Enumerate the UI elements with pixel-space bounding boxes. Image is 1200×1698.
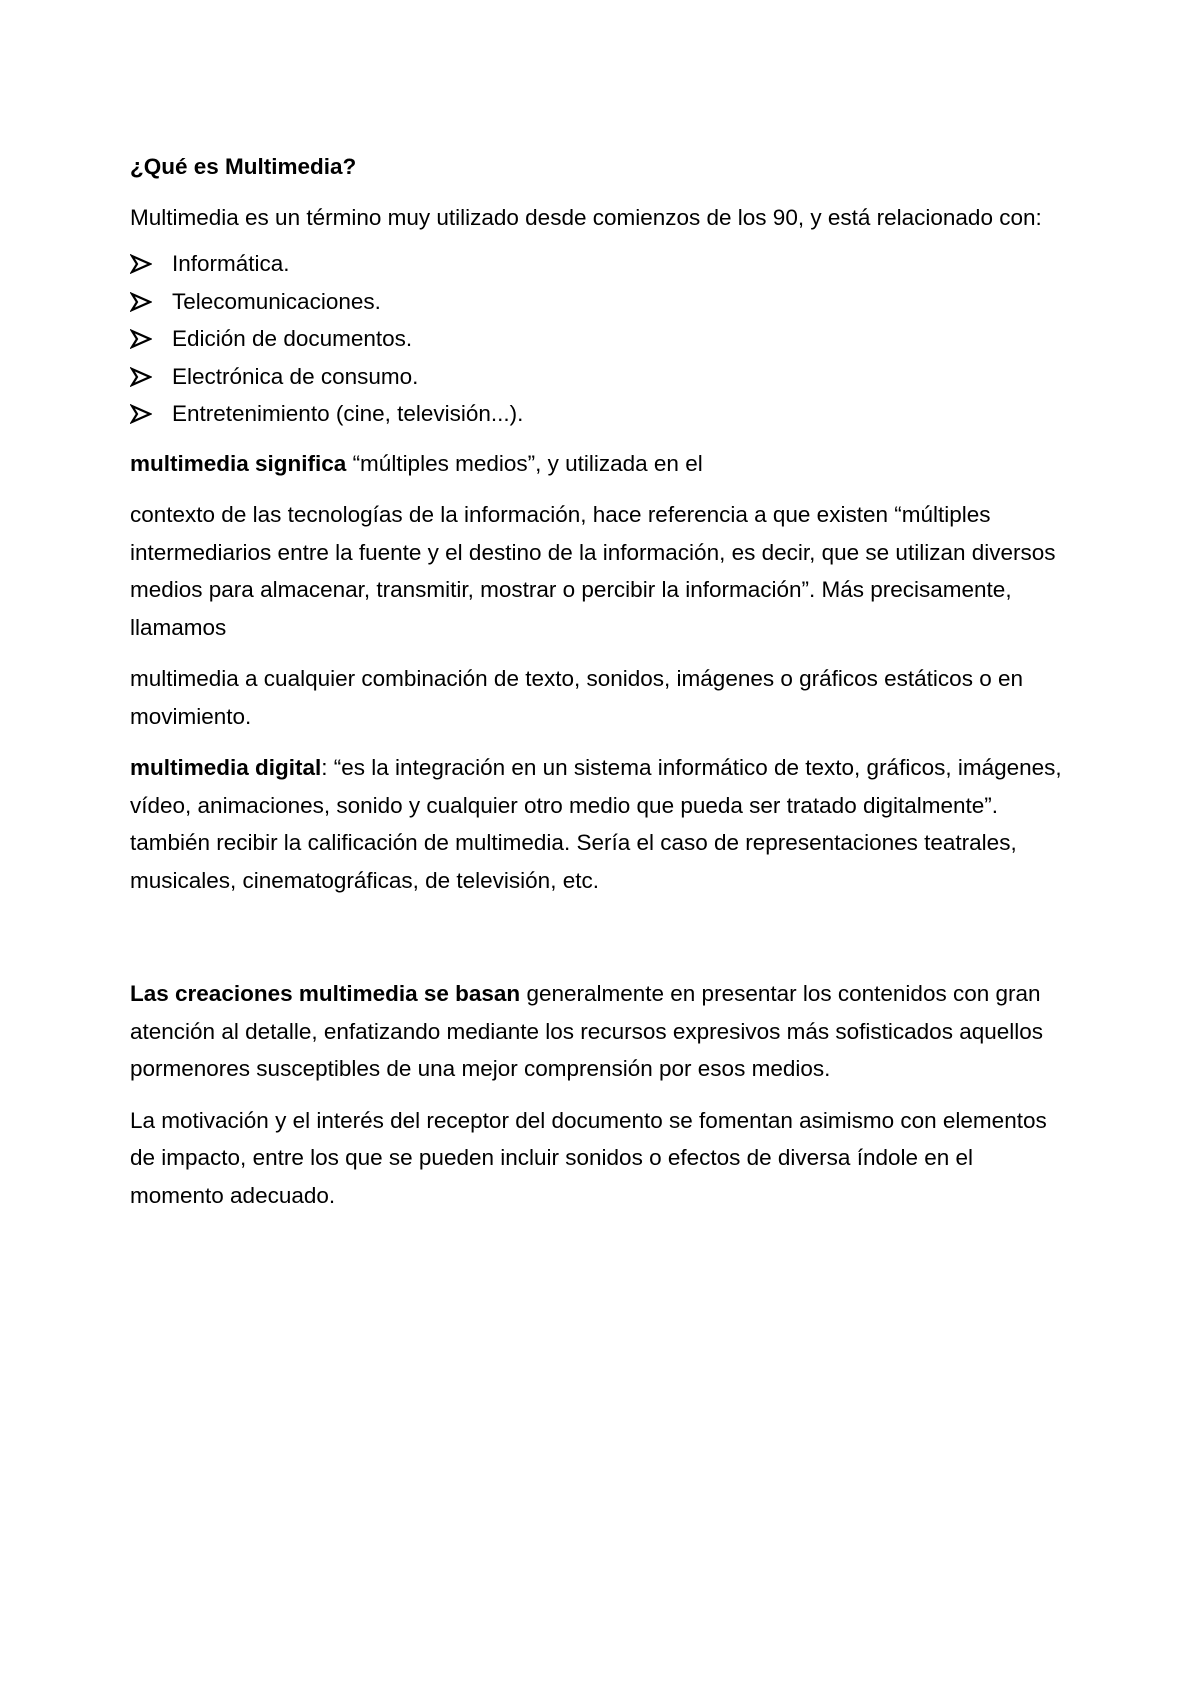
list-item-label: Edición de documentos. [172,326,413,351]
arrowhead-bullet-icon [130,367,152,387]
list-item-label: Electrónica de consumo. [172,363,419,389]
list-item [130,395,1070,433]
digital-multimedia-paragraph [130,749,1070,899]
arrowhead-bullet-icon [130,292,152,312]
digital-multimedia-text: : “es la integración en un sistema informático de texto, gráficos, imágenes, vídeo, animaciones, sonido y cualquier otro medio que pueda ser tratado digitalmente”. también recibir la calificación de multimedia. Sería el caso de representaciones teatrales, musicales, cinematográficas, de televisión, etc. [130,755,1062,893]
list-item-label: Telecomunicaciones. [172,288,381,314]
intro-paragraph: Multimedia es un término muy utilizado desde comienzos de los 90, y está relacionado con: [130,204,1042,230]
creations-paragraph [130,975,1070,1088]
context-paragraph: contexto de las tecnologías de la información, hace referencia a que existen “múltiples intermediarios entre la fuente y el destino de la información, es decir, que se utilizan diversos medios para almacenar, transmitir, mostrar o percibir la información”. Más precisamente, llamamos [130,502,1056,640]
digital-multimedia-term: multimedia digital [130,755,322,780]
document-title: ¿Qué es Multimedia? [130,154,357,179]
list-item [130,320,1070,358]
list-item [130,245,1070,283]
list-item-label: Entretenimiento (cine, televisión...). [172,401,524,426]
definition-text: “múltiples medios”, y utilizada en el [346,450,703,476]
arrowhead-bullet-icon [130,404,152,424]
motivation-paragraph: La motivación y el interés del receptor del documento se fomentan asimismo con elementos de impacto, entre los que se pueden incluir sonidos o efectos de diversa índole en el momento adecuado. [130,1107,1047,1208]
list-item-label: Informática. [172,251,290,276]
list-item [130,358,1070,396]
topic-list [130,245,1070,433]
arrowhead-bullet-icon [130,254,152,274]
creations-text: generalmente en presentar los contenidos con gran atención al detalle, enfatizando mediante los recursos expresivos más sofisticados aquellos pormenores susceptibles de una mejor comprensión por esos medios. [130,981,1044,1081]
list-item [130,283,1070,321]
combination-paragraph: multimedia a cualquier combinación de texto, sonidos, imágenes o gráficos estáticos o en movimiento. [130,666,1023,729]
arrowhead-bullet-icon [130,329,152,349]
creations-term: Las creaciones multimedia se basan [130,981,521,1006]
document-page [130,148,1070,1214]
definition-term: multimedia significa [130,450,347,476]
definition-paragraph [130,445,1070,483]
